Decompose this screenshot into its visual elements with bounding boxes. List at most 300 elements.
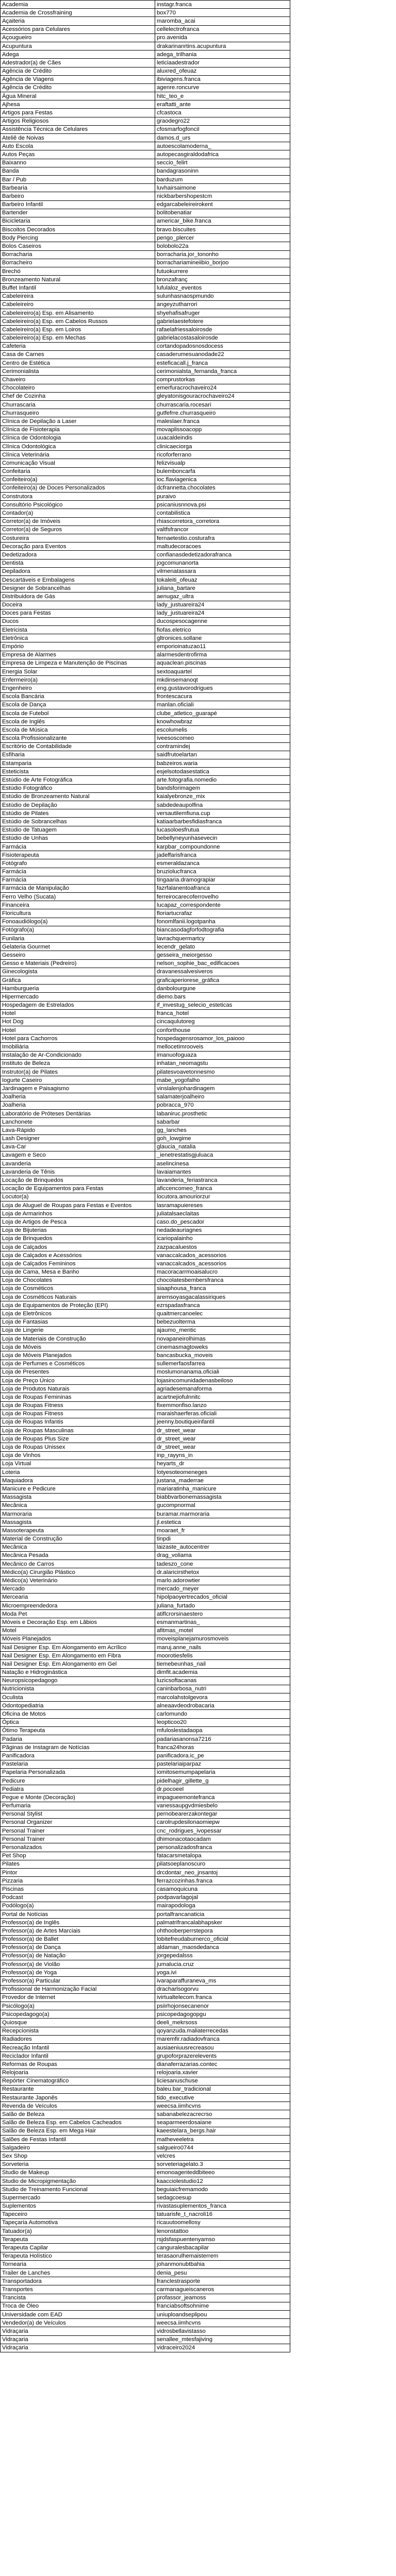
instagram-handle-cell[interactable]: qoyanzuda.maliaterrecedas [155, 2027, 290, 2035]
business-category-cell[interactable]: Escola de Futebol [1, 709, 155, 717]
instagram-handle-cell[interactable]: tido_executive [155, 2094, 290, 2102]
business-category-cell[interactable]: Dentista [1, 559, 155, 567]
business-category-cell[interactable]: Lava-Car [1, 1143, 155, 1151]
business-category-cell[interactable]: Cabeleireiro(a) Esp. em Cabelos Russos [1, 317, 155, 326]
business-category-cell[interactable]: Cabeleireira [1, 292, 155, 300]
business-category-cell[interactable]: Quiosque [1, 2019, 155, 2027]
business-category-cell[interactable]: Panificadora [1, 1752, 155, 1760]
business-category-cell[interactable]: Trailer de Lanches [1, 2269, 155, 2277]
instagram-handle-cell[interactable]: instagr.franca [155, 1, 290, 9]
business-category-cell[interactable]: Loja de Roupas Unissex [1, 1443, 155, 1451]
instagram-handle-cell[interactable]: hospedagensrosamor_los_paiooo [155, 1035, 290, 1043]
instagram-handle-cell[interactable]: mariaratinha_manicure [155, 1485, 290, 1493]
business-category-cell[interactable]: Professor(a) de Violão [1, 1960, 155, 1969]
business-category-cell[interactable]: Mecânico de Carros [1, 1560, 155, 1568]
business-category-cell[interactable]: Bartender [1, 209, 155, 217]
instagram-handle-cell[interactable]: gleyatonisgouracrochaveiro24 [155, 392, 290, 400]
instagram-handle-cell[interactable]: frontescacura [155, 692, 290, 701]
business-category-cell[interactable]: Escola de Dança [1, 701, 155, 709]
instagram-handle-cell[interactable]: cinemasmagtoweks [155, 1343, 290, 1351]
business-category-cell[interactable]: Loja de Preço Único [1, 1376, 155, 1384]
instagram-handle-cell[interactable]: pobracca_970 [155, 1101, 290, 1109]
business-category-cell[interactable]: Estúdio Fotográfico [1, 784, 155, 792]
business-category-cell[interactable]: Cabeleireiro(a) Esp. em Mechas [1, 334, 155, 342]
instagram-handle-cell[interactable]: rsjdsfaspuentenyamso [155, 2235, 290, 2244]
instagram-handle-cell[interactable]: ezrspadasfranca [155, 1301, 290, 1310]
instagram-handle-cell[interactable]: biabbvarbonemassagista [155, 1493, 290, 1501]
business-category-cell[interactable]: Professor(a) Particular [1, 1977, 155, 1985]
business-category-cell[interactable]: Pediatra [1, 1785, 155, 1793]
instagram-handle-cell[interactable]: autoescolamoderna_ [155, 142, 290, 150]
instagram-handle-cell[interactable]: acartnejiofulnnitc [155, 1393, 290, 1401]
business-category-cell[interactable]: Artigos Religiosos [1, 117, 155, 125]
business-category-cell[interactable]: Professor(a) de Yoga [1, 1969, 155, 1977]
instagram-handle-cell[interactable]: casaderumesuanodade22 [155, 350, 290, 359]
instagram-handle-cell[interactable]: confianasdedetizadorafranca [155, 551, 290, 559]
instagram-handle-cell[interactable]: ohthooberperrstepora [155, 1927, 290, 1935]
instagram-handle-cell[interactable]: fonomlfanii.logotpanha [155, 918, 290, 926]
business-category-cell[interactable]: Mecânica Pesada [1, 1551, 155, 1560]
instagram-handle-cell[interactable]: maltudecoracoes [155, 543, 290, 551]
business-category-cell[interactable]: Açougueiro [1, 33, 155, 42]
business-category-cell[interactable]: Depiladora [1, 567, 155, 575]
business-category-cell[interactable]: Loja de Brinquedos [1, 1234, 155, 1243]
business-category-cell[interactable]: Energia Solar [1, 668, 155, 676]
business-category-cell[interactable]: Escola de Inglês [1, 718, 155, 726]
instagram-handle-cell[interactable]: bancasbucka_moveis [155, 1351, 290, 1360]
instagram-handle-cell[interactable]: esmeraldazanca [155, 859, 290, 868]
instagram-handle-cell[interactable]: churrascaria.rocesari [155, 401, 290, 409]
instagram-handle-cell[interactable]: salamaterjoalheiro [155, 1093, 290, 1101]
instagram-handle-cell[interactable]: cellelectrofranca [155, 25, 290, 33]
instagram-handle-cell[interactable]: seccio_felirt [155, 159, 290, 167]
business-category-cell[interactable]: Salão de Beleza [1, 2110, 155, 2119]
business-category-cell[interactable]: Vidraçaria [1, 2327, 155, 2335]
business-category-cell[interactable]: Agência de Crédito [1, 67, 155, 75]
instagram-handle-cell[interactable]: esteficacall.j_franca [155, 359, 290, 367]
business-category-cell[interactable]: Nail Designer Esp. Em Alongamento em Fibra [1, 1652, 155, 1660]
business-category-cell[interactable]: Churrascaria [1, 401, 155, 409]
business-category-cell[interactable]: Recepcionista [1, 2027, 155, 2035]
instagram-handle-cell[interactable]: vinslalenjohardinagem [155, 1084, 290, 1093]
instagram-handle-cell[interactable]: floriartucrafaz [155, 909, 290, 918]
instagram-handle-cell[interactable]: dracharlsogorvu [155, 1985, 290, 1993]
business-category-cell[interactable]: Pastelaria [1, 1760, 155, 1768]
instagram-handle-cell[interactable]: gltronices.sollane [155, 634, 290, 642]
instagram-handle-cell[interactable]: ausiaeniuusrecreasou [155, 2043, 290, 2052]
business-category-cell[interactable]: Hotel para Cachorros [1, 1035, 155, 1043]
business-category-cell[interactable]: Supermercado [1, 2194, 155, 2202]
instagram-handle-cell[interactable]: maleslaer.franca [155, 417, 290, 426]
business-category-cell[interactable]: Motel [1, 1626, 155, 1635]
business-category-cell[interactable]: Professor(a) de Natação [1, 1952, 155, 1960]
instagram-handle-cell[interactable]: barduzum [155, 175, 290, 183]
business-category-cell[interactable]: Laboratório de Próteses Dentárias [1, 1109, 155, 1117]
instagram-handle-cell[interactable]: uniuploandseplipou [155, 2310, 290, 2318]
instagram-handle-cell[interactable]: tingaaria.dramograpiar [155, 876, 290, 884]
instagram-handle-cell[interactable]: aldaman_maosdedanca [155, 1943, 290, 1952]
instagram-handle-cell[interactable]: knowhowbraz [155, 718, 290, 726]
instagram-handle-cell[interactable]: lady_justuareira24 [155, 601, 290, 609]
instagram-handle-cell[interactable]: canguralesbacapilar [155, 2244, 290, 2252]
instagram-handle-cell[interactable]: maromba_acai [155, 17, 290, 25]
business-category-cell[interactable]: Estúdio de Unhas [1, 834, 155, 842]
business-category-cell[interactable]: Loja de Materiais de Construção [1, 1335, 155, 1343]
business-category-cell[interactable]: Instrutor(a) de Pilates [1, 1068, 155, 1076]
business-category-cell[interactable]: Cabeleireiro(a) Esp. em Loiros [1, 326, 155, 334]
business-category-cell[interactable]: Costureira [1, 534, 155, 543]
instagram-handle-cell[interactable]: carolrupdesilonaomiepw [155, 1818, 290, 1826]
instagram-handle-cell[interactable]: eng.gustavorodrigues [155, 684, 290, 692]
business-category-cell[interactable]: Loja de Chocolates [1, 1276, 155, 1284]
business-category-cell[interactable]: Estúdio de Arte Fotográfica [1, 776, 155, 784]
business-category-cell[interactable]: Loja de Calçados Femininos [1, 1260, 155, 1268]
instagram-handle-cell[interactable]: baleu.bar_tradicional [155, 2085, 290, 2093]
business-category-cell[interactable]: Loja de Vinhos [1, 1451, 155, 1460]
instagram-handle-cell[interactable]: locutora.amouriorzur [155, 1193, 290, 1201]
instagram-handle-cell[interactable]: dr.alaricirsthetox [155, 1568, 290, 1577]
business-category-cell[interactable]: Designer de Sobrancelhas [1, 584, 155, 592]
instagram-handle-cell[interactable]: ferreirocarecoferrovelho [155, 893, 290, 901]
business-category-cell[interactable]: Academia [1, 1, 155, 9]
instagram-handle-cell[interactable]: zazpacaluestos [155, 1243, 290, 1251]
instagram-handle-cell[interactable]: agriadesemanaforma [155, 1385, 290, 1393]
business-category-cell[interactable]: Chef de Cozinha [1, 392, 155, 400]
instagram-handle-cell[interactable]: bolobolo22a [155, 242, 290, 250]
business-category-cell[interactable]: Revenda de Veículos [1, 2102, 155, 2110]
business-category-cell[interactable]: Professor(a) de Inglês [1, 1919, 155, 1927]
business-category-cell[interactable]: Loja de Roupas Fitness [1, 1401, 155, 1410]
instagram-handle-cell[interactable]: mfuloslestadaopa [155, 1726, 290, 1735]
business-category-cell[interactable]: Médico(a) Veterinário [1, 1577, 155, 1585]
instagram-handle-cell[interactable]: johanmonubtbahia [155, 2260, 290, 2268]
instagram-handle-cell[interactable]: lasramapuiereses [155, 1201, 290, 1210]
business-category-cell[interactable]: Reformas de Roupas [1, 2060, 155, 2069]
business-category-cell[interactable]: Brechó [1, 267, 155, 276]
instagram-handle-cell[interactable]: bandsforimagem [155, 784, 290, 792]
instagram-handle-cell[interactable]: marlo.adorowtier [155, 1577, 290, 1585]
instagram-handle-cell[interactable]: jogcomunanorta [155, 559, 290, 567]
business-category-cell[interactable]: Hotel [1, 1009, 155, 1018]
business-category-cell[interactable]: Pegue e Monte (Decoração) [1, 1793, 155, 1802]
instagram-handle-cell[interactable]: lavrachquermartcy [155, 935, 290, 943]
business-category-cell[interactable]: Empório [1, 642, 155, 651]
business-category-cell[interactable]: Joalheria [1, 1101, 155, 1109]
instagram-handle-cell[interactable]: bolitobenatiar [155, 209, 290, 217]
instagram-handle-cell[interactable]: lucasoloesfrutua [155, 826, 290, 834]
instagram-handle-cell[interactable]: pro.avenida [155, 33, 290, 42]
instagram-handle-cell[interactable]: lady_justuareira24 [155, 609, 290, 617]
business-category-cell[interactable]: Loja de Eletrônicos [1, 1310, 155, 1318]
business-category-cell[interactable]: Ducos [1, 617, 155, 625]
business-category-cell[interactable]: Joalheria [1, 1093, 155, 1101]
business-category-cell[interactable]: Chocolateiro [1, 384, 155, 392]
business-category-cell[interactable]: Gelateria Gourmet [1, 943, 155, 951]
instagram-handle-cell[interactable]: mairapodologa [155, 1902, 290, 1910]
business-category-cell[interactable]: Cabeleireiro [1, 300, 155, 309]
instagram-handle-cell[interactable]: rivastasuplementos_franca [155, 2202, 290, 2210]
instagram-handle-cell[interactable]: sorveteriagelato.3 [155, 2160, 290, 2168]
instagram-handle-cell[interactable]: maruj.anne_nails [155, 1643, 290, 1651]
business-category-cell[interactable]: Piscinas [1, 1885, 155, 1893]
instagram-handle-cell[interactable]: profassor_jeamoss [155, 2294, 290, 2302]
instagram-handle-cell[interactable]: ivirtualtelecom.franca [155, 1993, 290, 2002]
instagram-handle-cell[interactable]: tinpdi [155, 1535, 290, 1543]
business-category-cell[interactable]: Cabeleireiro(a) Esp. em Alisamento [1, 309, 155, 317]
business-category-cell[interactable]: Salgadeiro [1, 2144, 155, 2152]
business-category-cell[interactable]: Escola Profissionalizante [1, 734, 155, 742]
instagram-handle-cell[interactable]: jl.estetica [155, 1518, 290, 1527]
instagram-handle-cell[interactable]: puraivo [155, 493, 290, 501]
business-category-cell[interactable]: Mecânica [1, 1543, 155, 1551]
instagram-handle-cell[interactable]: mabe_yogofalho [155, 1076, 290, 1084]
business-category-cell[interactable]: Marmoraria [1, 1510, 155, 1518]
business-category-cell[interactable]: Hospedagem de Estrelados [1, 1001, 155, 1009]
business-category-cell[interactable]: Floricultura [1, 909, 155, 918]
business-category-cell[interactable]: Loja de Bijuterias [1, 1226, 155, 1234]
business-category-cell[interactable]: Assistência Técnica de Celulares [1, 125, 155, 133]
instagram-handle-cell[interactable]: ajaumo_mentic [155, 1326, 290, 1334]
instagram-handle-cell[interactable]: autopecasgiraldodafrica [155, 150, 290, 159]
business-category-cell[interactable]: Confeiteiro(a) de Doces Personalizados [1, 484, 155, 492]
instagram-handle-cell[interactable]: clube_atletico_guarapé [155, 709, 290, 717]
business-category-cell[interactable]: Papelaria Personalizada [1, 1768, 155, 1776]
business-category-cell[interactable]: Gráfica [1, 976, 155, 984]
business-category-cell[interactable]: Confeitaria [1, 467, 155, 476]
instagram-handle-cell[interactable]: carmanagueiscaneros [155, 2285, 290, 2294]
instagram-handle-cell[interactable]: buramar.marmoraria [155, 1510, 290, 1518]
instagram-handle-cell[interactable]: fixemmonfiso.lanzo [155, 1401, 290, 1410]
business-category-cell[interactable]: Locutor(a) [1, 1193, 155, 1201]
instagram-handle-cell[interactable]: saidfrutoelartan [155, 751, 290, 759]
business-category-cell[interactable]: Loja de Aluguel de Roupas para Festas e Eventos [1, 1201, 155, 1210]
instagram-handle-cell[interactable]: graodegro22 [155, 117, 290, 125]
instagram-handle-cell[interactable]: drag_voliama [155, 1551, 290, 1560]
business-category-cell[interactable]: Natação e Hidroginástica [1, 1668, 155, 1676]
instagram-handle-cell[interactable]: psiirhojonsecanenor [155, 2002, 290, 2010]
instagram-handle-cell[interactable]: aselincinesa [155, 1160, 290, 1168]
business-category-cell[interactable]: Professor(a) de Artes Marciais [1, 1927, 155, 1935]
business-category-cell[interactable]: Instalação de Ar-Condicionado [1, 1051, 155, 1059]
business-category-cell[interactable]: Tapeceiro [1, 2210, 155, 2218]
instagram-handle-cell[interactable]: luvhairsaimone [155, 184, 290, 192]
instagram-handle-cell[interactable]: sedagcoesup [155, 2194, 290, 2202]
business-category-cell[interactable]: Relojoaria [1, 2069, 155, 2077]
business-category-cell[interactable]: Escola Bancária [1, 692, 155, 701]
business-category-cell[interactable]: Loja de Calçados e Acessórios [1, 1251, 155, 1260]
instagram-handle-cell[interactable]: ricoforferrano [155, 451, 290, 459]
business-category-cell[interactable]: Lanchonete [1, 1118, 155, 1126]
business-category-cell[interactable]: Studio de Treinamento Funcional [1, 2185, 155, 2194]
business-category-cell[interactable]: Doces para Festas [1, 609, 155, 617]
business-category-cell[interactable]: Clínica de Odontologia [1, 434, 155, 442]
instagram-handle-cell[interactable]: dcfrannetta.chocolates [155, 484, 290, 492]
instagram-handle-cell[interactable]: borrachariamineiibio_borjoo [155, 259, 290, 267]
business-category-cell[interactable]: Transportes [1, 2285, 155, 2294]
business-category-cell[interactable]: Portal de Notícias [1, 1910, 155, 1918]
instagram-handle-cell[interactable]: juliatalsaeclaitas [155, 1210, 290, 1218]
instagram-handle-cell[interactable]: inhatan_neomagstu [155, 1059, 290, 1067]
instagram-handle-cell[interactable]: rhiascorretora_corretora [155, 517, 290, 526]
instagram-handle-cell[interactable]: inp_rayyns_in [155, 1451, 290, 1460]
instagram-handle-cell[interactable]: moaraet_fr [155, 1527, 290, 1535]
business-category-cell[interactable]: Móveis Planejados [1, 1635, 155, 1643]
business-category-cell[interactable]: Médico(a) Cirurgião Plástico [1, 1568, 155, 1577]
instagram-handle-cell[interactable]: lobitefreudaburnerco_oficial [155, 1935, 290, 1943]
instagram-handle-cell[interactable]: bebellyneyunhasevecin [155, 834, 290, 842]
business-category-cell[interactable]: Clínica Veterinária [1, 451, 155, 459]
instagram-handle-cell[interactable]: gg_lanches [155, 1126, 290, 1134]
business-category-cell[interactable]: Reciclador Infantil [1, 2052, 155, 2060]
business-category-cell[interactable]: Pãginas de Instagram de Notícias [1, 1743, 155, 1752]
business-category-cell[interactable]: Bicicletaria [1, 217, 155, 225]
business-category-cell[interactable]: Clínica Odontológica [1, 442, 155, 450]
instagram-handle-cell[interactable]: luzicsoftacanas [155, 1676, 290, 1685]
business-category-cell[interactable]: Lavanderia [1, 1160, 155, 1168]
business-category-cell[interactable]: Gesso e Materiais (Pedreiro) [1, 959, 155, 968]
business-category-cell[interactable]: Mercado [1, 1585, 155, 1593]
instagram-handle-cell[interactable]: kaeestelara_bergs.hair [155, 2127, 290, 2135]
instagram-handle-cell[interactable]: bravo.biscuites [155, 226, 290, 234]
instagram-handle-cell[interactable]: escolumelis [155, 726, 290, 734]
instagram-handle-cell[interactable]: salgueiro0744 [155, 2144, 290, 2152]
business-category-cell[interactable]: Açaiteria [1, 17, 155, 25]
instagram-handle-cell[interactable]: mellocetimrooveis [155, 1043, 290, 1051]
instagram-handle-cell[interactable]: manlan.oficiali [155, 701, 290, 709]
business-category-cell[interactable]: Doceira [1, 601, 155, 609]
instagram-handle-cell[interactable]: bandagrasoninn [155, 167, 290, 175]
instagram-handle-cell[interactable]: nickbarbershopestcm [155, 192, 290, 200]
business-category-cell[interactable]: Centro de Estética [1, 359, 155, 367]
business-category-cell[interactable]: Oficina de Motos [1, 1710, 155, 1718]
instagram-handle-cell[interactable]: vilmenatassara [155, 567, 290, 575]
instagram-handle-cell[interactable]: aenugaz_ultra [155, 592, 290, 601]
business-category-cell[interactable]: Maquiadora [1, 1477, 155, 1485]
business-category-cell[interactable]: Engenheiro [1, 684, 155, 692]
business-category-cell[interactable]: Barbeiro Infantil [1, 200, 155, 209]
business-category-cell[interactable]: Tapeçaria Automotiva [1, 2218, 155, 2227]
business-category-cell[interactable]: Corretor(a) de Imóveis [1, 517, 155, 526]
business-category-cell[interactable]: Tatuador(a) [1, 2227, 155, 2235]
instagram-handle-cell[interactable]: heyarts_dr [155, 1460, 290, 1468]
instagram-handle-cell[interactable]: uuacaldeindis [155, 434, 290, 442]
instagram-handle-cell[interactable]: contramindej [155, 742, 290, 751]
business-category-cell[interactable]: Financeira [1, 901, 155, 909]
instagram-handle-cell[interactable]: ibiviagens.franca [155, 75, 290, 83]
instagram-handle-cell[interactable]: yoga.ivi [155, 1969, 290, 1977]
instagram-handle-cell[interactable]: goh_lowgime [155, 1134, 290, 1143]
business-category-cell[interactable]: Loja de Lingerie [1, 1326, 155, 1334]
business-category-cell[interactable]: Podólogo(a) [1, 1902, 155, 1910]
business-category-cell[interactable]: Descartáveis e Embalagens [1, 575, 155, 584]
instagram-handle-cell[interactable]: tadeszo_cone [155, 1560, 290, 1568]
instagram-handle-cell[interactable]: leopticoo20 [155, 1718, 290, 1726]
instagram-handle-cell[interactable]: biancasodagforfodtografia [155, 926, 290, 934]
business-category-cell[interactable]: Pintor [1, 1869, 155, 1877]
business-category-cell[interactable]: Farmácia de Manipulação [1, 884, 155, 892]
instagram-handle-cell[interactable]: dr_street_wear [155, 1435, 290, 1443]
instagram-handle-cell[interactable]: conforthouse [155, 1026, 290, 1035]
instagram-handle-cell[interactable]: portalfrancanaticia [155, 1910, 290, 1918]
business-category-cell[interactable]: Loja de Presentes [1, 1368, 155, 1376]
instagram-handle-cell[interactable]: katiaarbarbesfidiasfranca [155, 818, 290, 826]
business-category-cell[interactable]: Neuropsicopedagogo [1, 1676, 155, 1685]
instagram-handle-cell[interactable]: sextoaquartel [155, 668, 290, 676]
instagram-handle-cell[interactable]: psicopedagogopgu [155, 2010, 290, 2019]
instagram-handle-cell[interactable]: chocolatesbembersfranca [155, 1276, 290, 1284]
instagram-handle-cell[interactable]: caso.do_pescador [155, 1218, 290, 1226]
business-category-cell[interactable]: Terapeuta [1, 2235, 155, 2244]
instagram-handle-cell[interactable]: relojoaria.xavier [155, 2069, 290, 2077]
instagram-handle-cell[interactable]: agenre.roncurve [155, 83, 290, 92]
instagram-handle-cell[interactable]: sullemerfaosfarrea [155, 1360, 290, 1368]
instagram-handle-cell[interactable]: siaaphousa_franca [155, 1284, 290, 1293]
business-category-cell[interactable]: Imobiliária [1, 1043, 155, 1051]
business-category-cell[interactable]: Hipermercado [1, 993, 155, 1001]
instagram-handle-cell[interactable]: dravanessalvesiveros [155, 968, 290, 976]
instagram-handle-cell[interactable]: drcdontar_neo_jnsantoj [155, 1869, 290, 1877]
instagram-handle-cell[interactable]: bruziolucfranca [155, 868, 290, 876]
instagram-handle-cell[interactable]: if_investug_selecio_esteticas [155, 1001, 290, 1009]
instagram-handle-cell[interactable]: arte.fotografia.nomedio [155, 776, 290, 784]
instagram-handle-cell[interactable]: terasaorulhemaisterrem [155, 2252, 290, 2260]
instagram-handle-cell[interactable]: lufulaloz_eventos [155, 284, 290, 292]
business-category-cell[interactable]: Vendedor(a) de Veículos [1, 2319, 155, 2327]
business-category-cell[interactable]: Academia de Crossfraining [1, 9, 155, 17]
instagram-handle-cell[interactable]: jeenny.boutiqueinfantil [155, 1418, 290, 1426]
instagram-handle-cell[interactable]: gabrielaestefotere [155, 317, 290, 326]
instagram-handle-cell[interactable]: denia_pesu [155, 2269, 290, 2277]
business-category-cell[interactable]: Lava-Rápido [1, 1126, 155, 1134]
business-category-cell[interactable]: Escritório de Contabilidade [1, 742, 155, 751]
business-category-cell[interactable]: Churrasqueiro [1, 409, 155, 417]
business-category-cell[interactable]: Loja de Equipamentos de Proteção (EPI) [1, 1301, 155, 1310]
business-category-cell[interactable]: Pilates [1, 1860, 155, 1868]
instagram-handle-cell[interactable]: laizaste_autocentrer [155, 1543, 290, 1551]
business-category-cell[interactable]: Loja de Produtos Naturais [1, 1385, 155, 1393]
business-category-cell[interactable]: Salão de Beleza Esp. em Mega Hair [1, 2127, 155, 2135]
business-category-cell[interactable]: Locação de Equipamentos para Festas [1, 1184, 155, 1193]
business-category-cell[interactable]: Artigos para Festas [1, 109, 155, 117]
business-category-cell[interactable]: Lash Designer [1, 1134, 155, 1143]
instagram-handle-cell[interactable]: deeli_mekrsoss [155, 2019, 290, 2027]
business-category-cell[interactable]: Professor(a) de Ballet [1, 1935, 155, 1943]
business-category-cell[interactable]: Personal Organizer [1, 1818, 155, 1826]
business-category-cell[interactable]: Ajhesa [1, 100, 155, 109]
instagram-handle-cell[interactable]: clinicaeciorga [155, 442, 290, 450]
instagram-handle-cell[interactable]: ducospesocagenne [155, 617, 290, 625]
business-category-cell[interactable]: Pet Shop [1, 1852, 155, 1860]
instagram-handle-cell[interactable]: marcolahstolgevora [155, 1693, 290, 1702]
instagram-handle-cell[interactable]: karpbar_compoundonne [155, 842, 290, 851]
business-category-cell[interactable]: Trancista [1, 2294, 155, 2302]
business-category-cell[interactable]: Dedetizadora [1, 551, 155, 559]
business-category-cell[interactable]: Consultório Psicológico [1, 501, 155, 509]
business-category-cell[interactable]: Profissional de Harmonização Facial [1, 1985, 155, 1993]
instagram-handle-cell[interactable]: _ienetrestatisgjuluaca [155, 1151, 290, 1159]
instagram-handle-cell[interactable]: podpavarlagojal [155, 1893, 290, 1902]
instagram-handle-cell[interactable]: jadeffarisfranca [155, 851, 290, 859]
business-category-cell[interactable]: Tornearia [1, 2260, 155, 2268]
business-category-cell[interactable]: Padaria [1, 1735, 155, 1743]
business-category-cell[interactable]: Estúdio de Tatuagem [1, 826, 155, 834]
business-category-cell[interactable]: Barbeiro [1, 192, 155, 200]
instagram-handle-cell[interactable]: impagueemontefranca [155, 1793, 290, 1802]
instagram-handle-cell[interactable]: casamoquicuna [155, 1885, 290, 1893]
instagram-handle-cell[interactable]: hitc_teo_e [155, 92, 290, 100]
business-category-cell[interactable]: Loja de Cama, Mesa e Banho [1, 1268, 155, 1276]
instagram-handle-cell[interactable]: aquaclean.piscinas [155, 659, 290, 667]
